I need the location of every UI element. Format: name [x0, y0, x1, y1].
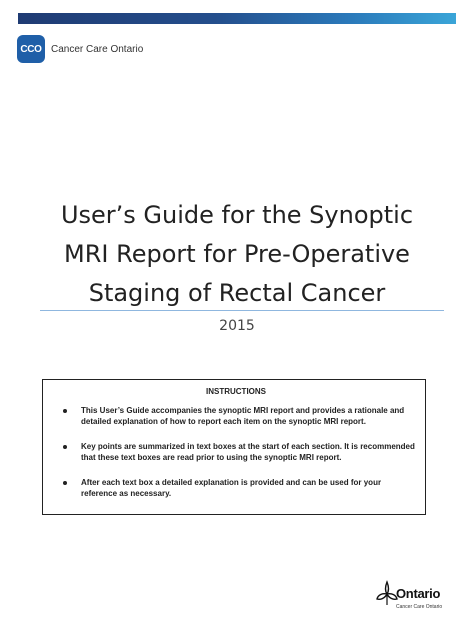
document-year: 2015: [219, 318, 255, 334]
list-item: [57, 441, 415, 463]
ontario-logo: [374, 578, 454, 618]
bullet-icon: [63, 481, 67, 485]
instructions-box: [42, 379, 426, 515]
cco-logo: [17, 35, 143, 63]
document-title: [20, 196, 454, 313]
org-name: Cancer Care Ontario: [51, 43, 144, 55]
instruction-text: After each text box a detailed explanation is provided and can be used for your reference as necessary.: [81, 478, 382, 498]
instructions-list: [57, 405, 415, 499]
instructions-heading: INSTRUCTIONS: [206, 387, 266, 396]
header-gradient-bar: [18, 13, 456, 24]
cco-logo-mark: CCO: [17, 35, 45, 63]
ontario-wordmark: Ontario: [396, 586, 441, 601]
bullet-icon: [63, 409, 67, 413]
title-line-2: MRI Report for Pre-Operative: [64, 240, 410, 268]
list-item: [57, 405, 415, 427]
bullet-icon: [63, 445, 67, 449]
instruction-text: This User’s Guide accompanies the synoptic MRI report and provides a rationale and detailed explanation of how to report each item on the synoptic MRI report.: [81, 406, 405, 426]
trillium-icon: [376, 580, 398, 606]
title-divider: [40, 310, 444, 311]
instruction-text: Key points are summarized in text boxes at the start of each section. It is recommended that these text boxes are read prior to using the synoptic MRI report.: [81, 442, 415, 462]
title-line-1: User’s Guide for the Synoptic: [60, 201, 414, 229]
list-item: [57, 477, 415, 499]
title-line-3: Staging of Rectal Cancer: [88, 279, 386, 307]
ontario-subtitle: Cancer Care Ontario: [396, 604, 443, 610]
